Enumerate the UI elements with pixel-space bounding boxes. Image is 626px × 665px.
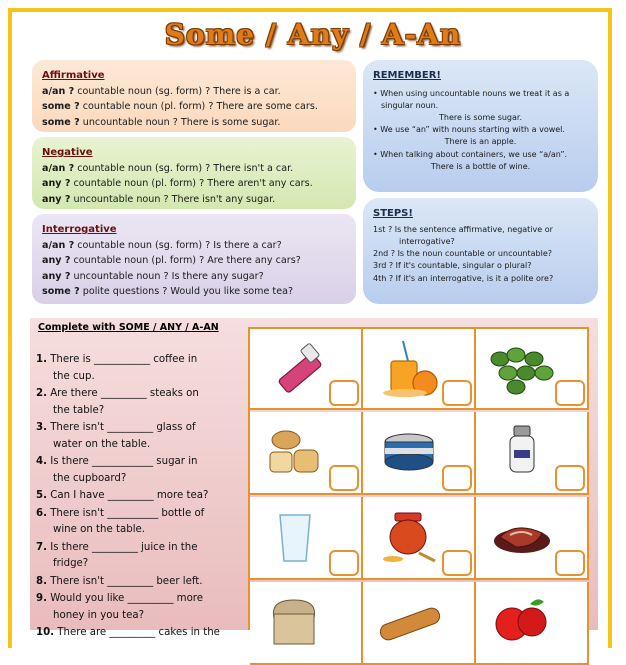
- picture-cell: [476, 497, 589, 580]
- exercise-item[interactable]: 4. Is there ____________ sugar in the cupboard?: [36, 456, 198, 484]
- answer-box[interactable]: [329, 465, 359, 491]
- remember-heading: REMEMBER!: [373, 70, 441, 81]
- flour-sack-icon: [260, 588, 330, 654]
- affirmative-box: [32, 60, 356, 132]
- exercise-item[interactable]: 1. There is ___________ coffee in the cup.: [36, 354, 198, 382]
- remember-bullet: • We use “an” with nouns starting with a vowel.: [373, 125, 565, 135]
- exercise-item[interactable]: 9. Would you like _________ more honey in you tea?: [36, 593, 204, 621]
- answer-box[interactable]: [555, 380, 585, 406]
- rule-row: any ? uncountable noun ? There isn't any sugar.: [42, 193, 276, 205]
- rule-row: some ? countable noun (pl. form) ? There are some cars.: [42, 101, 318, 112]
- picture-grid: [248, 327, 588, 630]
- orange-juice-icon: [373, 335, 443, 401]
- picture-cell: [476, 327, 589, 410]
- picture-cell: [250, 412, 363, 495]
- exercise-list: [36, 352, 248, 643]
- tuna-can-icon: [373, 418, 443, 484]
- exercise-item[interactable]: 2. Are there _________ steaks on the table?: [36, 388, 199, 416]
- remember-box: [363, 60, 598, 192]
- rule-row: some ? polite questions ? Would you like some tea?: [42, 286, 294, 297]
- answer-box[interactable]: [442, 380, 472, 406]
- picture-cell: [363, 497, 476, 580]
- apples-icon: [486, 588, 556, 654]
- rule-row: a/an ? countable noun (sg. form) ? Is there a car?: [42, 239, 282, 251]
- rule-row: any ? uncountable noun ? Is there any sugar?: [42, 270, 264, 282]
- exercise-item[interactable]: 8. There isn't _________ beer left.: [36, 575, 203, 587]
- negative-heading: Negative: [42, 147, 93, 158]
- olives-icon: [486, 335, 556, 401]
- baguette-icon: [373, 588, 443, 654]
- affirmative-heading: Affirmative: [42, 70, 105, 81]
- remember-example: There is an apple.: [444, 137, 517, 147]
- negative-box: [32, 137, 356, 209]
- answer-box[interactable]: [329, 550, 359, 576]
- picture-cell: [250, 582, 363, 665]
- interrogative-heading: Interrogative: [42, 224, 117, 235]
- answer-box[interactable]: [442, 550, 472, 576]
- answer-box[interactable]: [442, 465, 472, 491]
- exercise-item[interactable]: 10. There are _________ cakes in the: [36, 627, 220, 638]
- answer-box[interactable]: [329, 380, 359, 406]
- picture-cell: [476, 412, 589, 495]
- rule-row: a/an ? countable noun (sg. form) ? There isn't a car.: [42, 162, 294, 174]
- page-title: Some / Any / A-An: [164, 18, 462, 51]
- salt-shaker-icon: [486, 418, 556, 484]
- honey-jar-icon: [373, 503, 443, 569]
- picture-cell: [250, 497, 363, 580]
- rule-row: some ? uncountable noun ? There is some sugar.: [42, 116, 281, 128]
- remember-example: There is some sugar.: [438, 112, 523, 122]
- picture-cell: [476, 582, 589, 665]
- picture-cell: [363, 582, 476, 665]
- rule-row: a/an ? countable noun (sg. form) ? There is a car.: [42, 85, 281, 97]
- picture-cell: [363, 327, 476, 410]
- steps-box: [363, 198, 598, 304]
- rule-row: any ? countable noun (pl. form) ? Are there any cars?: [42, 255, 301, 266]
- lipstick-icon: [260, 335, 330, 401]
- picture-cell: [250, 327, 363, 410]
- step-item: 2nd ? Is the noun countable or uncountable?: [373, 249, 553, 259]
- step-item: 1st ? Is the sentence affirmative, negative or interrogative?: [373, 224, 553, 246]
- step-item: 3rd ? If it's countable, singular o plural?: [373, 261, 532, 271]
- answer-box[interactable]: [555, 465, 585, 491]
- exercise-item[interactable]: 5. Can I have _________ more tea?: [36, 490, 209, 501]
- remember-bullet: • When using uncountable nouns we treat it as a singular noun.: [373, 88, 570, 110]
- remember-bullet: • When talking about containers, we use “a/an”.: [373, 149, 568, 159]
- picture-cell: [363, 412, 476, 495]
- interrogative-box: [32, 214, 356, 304]
- exercise-item[interactable]: 6. There isn't __________ bottle of wine on the table.: [36, 507, 205, 535]
- exercise-item[interactable]: 3. There isn't _________ glass of water on the table.: [36, 422, 196, 450]
- glass-icon: [260, 503, 330, 569]
- steak-icon: [486, 503, 556, 569]
- answer-box[interactable]: [555, 550, 585, 576]
- rule-row: any ? countable noun (pl. form) ? There aren't any cars.: [42, 178, 313, 189]
- remember-example: There is a bottle of wine.: [430, 161, 531, 171]
- steps-heading: STEPS!: [373, 208, 413, 219]
- step-item: 4th ? If it's an interrogative, is it a polite ore?: [373, 273, 554, 283]
- exercise-item[interactable]: 7. Is there _________ juice in the fridge?: [36, 541, 198, 569]
- exercise-title: Complete with SOME / ANY / A-AN: [38, 322, 219, 333]
- bread-icon: [260, 418, 330, 484]
